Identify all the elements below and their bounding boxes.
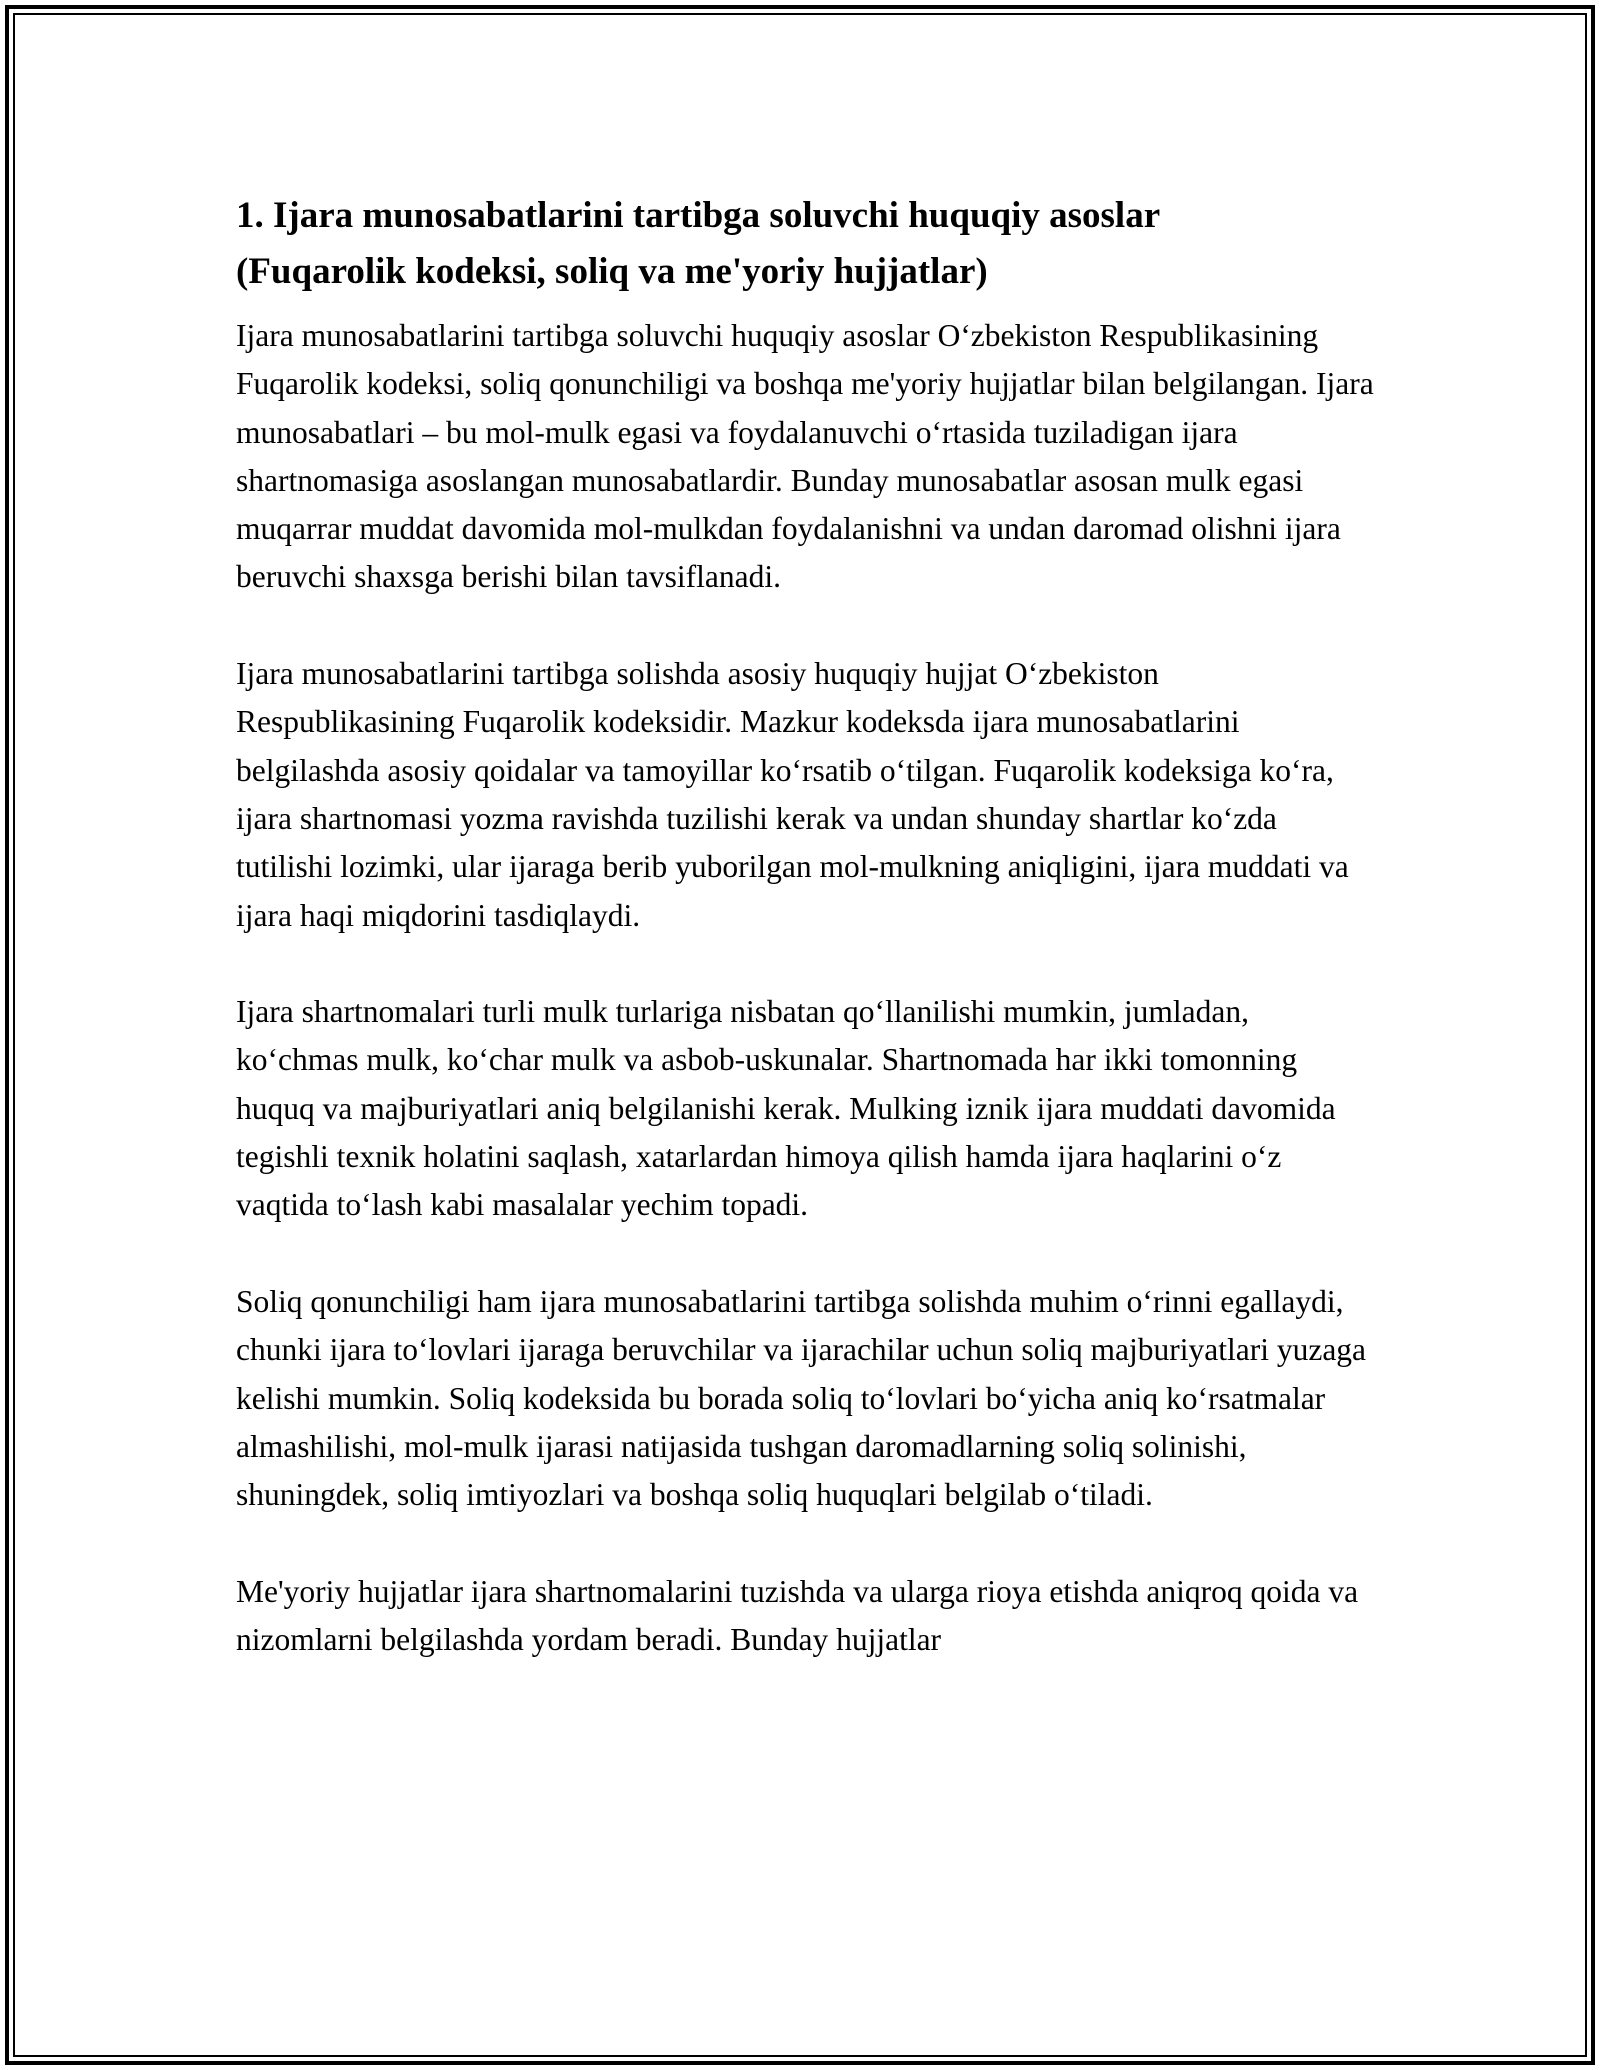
paragraph-4: Soliq qonunchiligi ham ijara munosabatlarini tartibga solishda muhim o‘rinni egallaydi, chunki ijara to‘lovlari ijaraga beruvchilar va ijarachilar uchun soliq majburiyatlari yuzaga kelishi mumkin. Soliq kodeksida bu borada soliq to‘lovlari bo‘yicha aniq ko‘rsatmalar almashilishi, mol-mulk ijarasi natijasida tushgan daromadlarning soliq solinishi, shuningdek, soliq imtiyozlari va boshqa soliq huquqlari belgilab o‘tiladi. <box>236 1283 1367 1513</box>
document-body <box>236 188 1376 1713</box>
paragraph-5: Me'yoriy hujjatlar ijara shartnomalarini tuzishda va ularga rioya etishda aniqroq qoida va nizomlarni belgilashda yordam beradi. Bunday hujjatlar <box>236 1573 1359 1658</box>
paragraph-2: Ijara munosabatlarini tartibga solishda asosiy huquqiy hujjat O‘zbekiston Respublikasining Fuqarolik kodeksidir. Mazkur kodeksda ijara munosabatlarini belgilashda asosiy qoidalar va tamoyillar ko‘rsatib o‘tilgan. Fuqarolik kodeksiga ko‘ra, ijara shartnomasi yozma ravishda tuzilishi kerak va undan shunday shartlar ko‘zda tutilishi lozimki, ular ijaraga berib yuborilgan mol-mulkning aniqligini, ijara muddati va ijara haqi miqdorini tasdiqlaydi. <box>236 656 1349 933</box>
section-heading-line-2: (Fuqarolik kodeksi, soliq va me'yoriy hujjatlar) <box>236 251 988 292</box>
section-heading-line-1: 1. Ijara munosabatlarini tartibga soluvchi huquqiy asoslar <box>236 195 1161 236</box>
paragraph-1: Ijara munosabatlarini tartibga soluvchi huquqiy asoslar O‘zbekiston Respublikasining Fuqarolik kodeksi, soliq qonunchiligi va boshqa me'yoriy hujjatlar bilan belgilangan. Ijara munosabatlari – bu mol-mulk egasi va foydalanuvchi o‘rtasida tuziladigan ijara shartnomasiga asoslangan munosabatlardir. Bunday munosabatlar asosan mulk egasi muqarrar muddat davomida mol-mulkdan foydalanishni va undan daromad olishni ijara beruvchi shaxsga berishi bilan tavsiflanadi. <box>236 318 1374 595</box>
paragraph-3: Ijara shartnomalari turli mulk turlariga nisbatan qo‘llanilishi mumkin, jumladan, ko‘chmas mulk, ko‘char mulk va asbob-uskunalar. Shartnomada har ikki tomonning huquq va majburiyatlari aniq belgilanishi kerak. Mulking iznik ijara muddati davomida tegishli texnik holatini saqlash, xatarlardan himoya qilish hamda ijara haqlarini o‘z vaqtida to‘lash kabi masalalar yechim topadi. <box>236 994 1336 1223</box>
section-heading <box>236 188 1376 300</box>
